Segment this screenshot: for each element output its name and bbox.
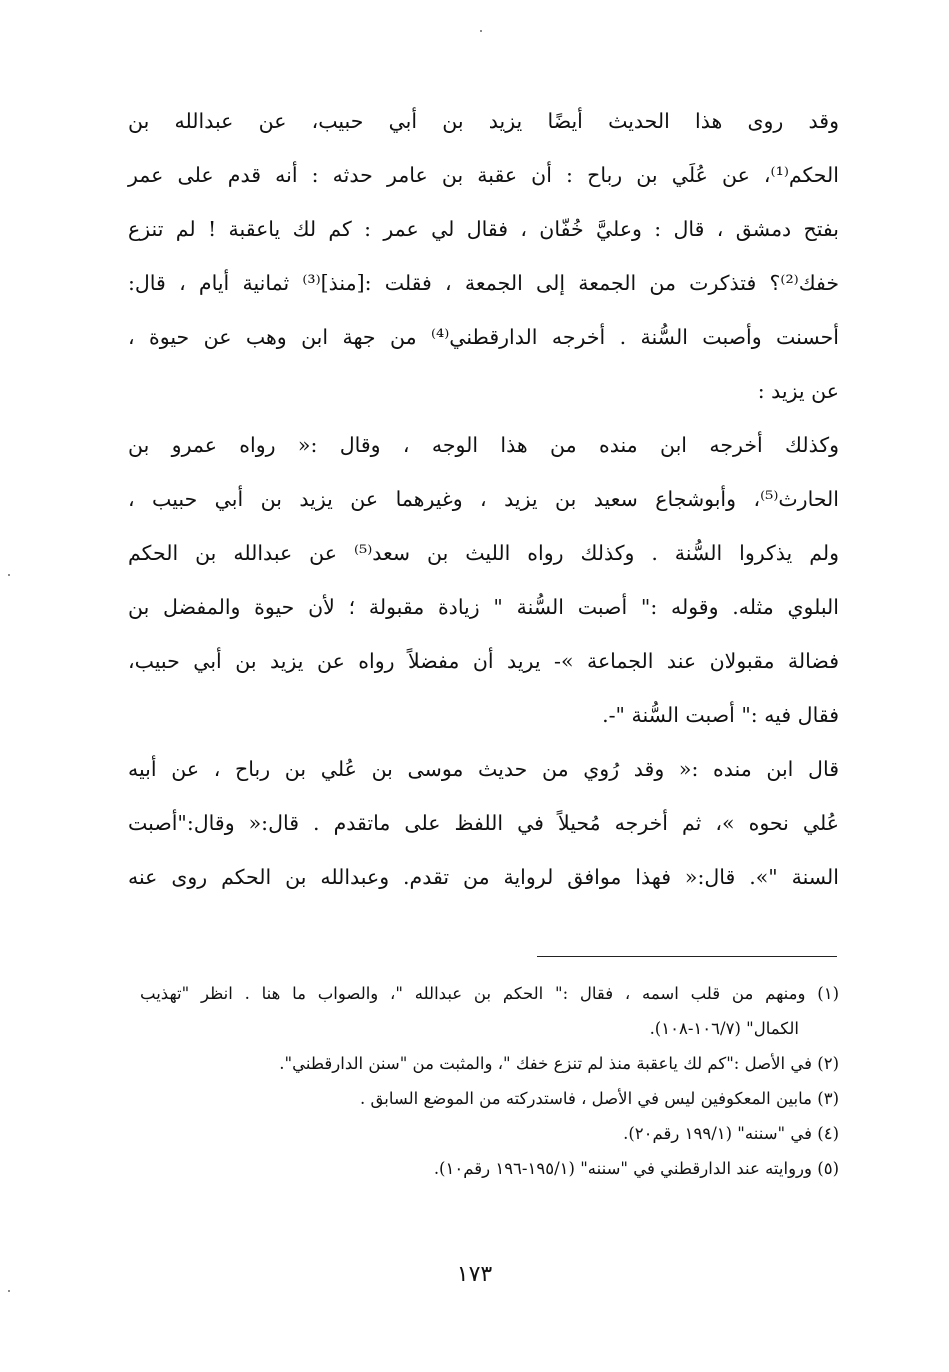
- text-line: البلوي مثله. وقوله :" أصبت السُّنة " زيادة مقبولة ؛ لأن حيوة والمفضل بن: [128, 595, 839, 619]
- page-number: ١٧٣: [456, 1262, 493, 1287]
- text-line: أحسنت وأصبت السُّنة . أخرجه الدارقطني⁽⁴⁾ من جهة ابن وهب عن حيوة ،: [128, 325, 839, 349]
- text-line: فضالة مقبولان عند الجماعة »- يريد أن مفضلاً رواه عن يزيد بن أبي حبيب،: [128, 649, 839, 673]
- paragraph-1: [128, 94, 839, 418]
- text-line: عُلي نحوه »، ثم أخرجه مُحيلاً في اللفظ على ماتقدم . قال:« وقال:"أصبت: [128, 811, 839, 835]
- text-line: قال ابن منده :« وقد رُوي من حديث موسى بن عُلي بن رباح ، عن أبيه: [128, 757, 839, 781]
- text-line: خفك⁽²⁾؟ فتذكرت من الجمعة إلى الجمعة ، فقلت :[منذ]⁽³⁾ ثمانية أيام ، قال:: [128, 271, 840, 295]
- text-line: عن يزيد :: [757, 379, 839, 403]
- footnotes: [140, 976, 839, 1186]
- text-line: وقد روى هذا الحديث أيضًا يزيد بن أبي حبيب، عن عبدالله بن: [128, 109, 839, 133]
- text-line: بفتح دمشق ، قال : وعليَّ خُفّان ، فقال لي عمر : كم لك ياعقبة ! لم تنزع: [128, 217, 839, 241]
- scan-speck: [8, 1290, 10, 1292]
- text-line: ولم يذكروا السُّنة . وكذلك رواه الليث بن سعد⁽⁵⁾ عن عبدالله بن الحكم: [128, 541, 839, 565]
- scan-speck: [480, 30, 482, 32]
- paragraph-2: [128, 418, 839, 742]
- text-line: الحارث⁽⁵⁾، وأبوشجاع سعيد بن يزيد ، وغيرهما عن يزيد بن أبي حبيب ،: [128, 487, 839, 511]
- text-line: فقال فيه :" أصبت السُّنة "-.: [602, 703, 839, 727]
- scan-speck: [8, 574, 10, 576]
- footnote-1: (١) ومنهم من قلب اسمه ، فقال :" الحكم بن عبدالله "، والصواب ما هنا . انظر "تهذيب: [140, 984, 839, 1003]
- text-line: الحكم⁽¹⁾، عن عُلَي بن رباح : أن عقبة بن عامر حدثه : أنه قدم على عمر: [128, 163, 839, 187]
- paragraph-3: [128, 742, 839, 904]
- text-line: وكذلك أخرجه ابن منده من هذا الوجه ، وقال :« رواه عمرو بن: [128, 433, 839, 457]
- footnote-5: (٥) وروايته عند الدارقطني في "سننه" (١٩٥/١-١٩٦ رقم١٠).: [433, 1159, 839, 1178]
- footnote-2: (٢) في الأصل :"كم لك ياعقبة منذ لم تنزع خفك "، والمثبت من "سنن الدارقطني".: [279, 1054, 839, 1073]
- footnote-3: (٣) مابين المعكوفين ليس في الأصل ، فاستدركته من الموضع السابق .: [360, 1089, 839, 1108]
- footnote-divider: [537, 956, 837, 957]
- footnote-4: (٤) في "سننه" (١٩٩/١ رقم٢٠).: [623, 1124, 839, 1143]
- main-text: [128, 94, 839, 904]
- text-line: السنة "». قال:« فهذا موافق لرواية من تقدم. وعبدالله بن الحكم روى عنه: [128, 865, 839, 889]
- footnote-1-continuation: الكمال" (١٠٦/٧-١٠٨).: [649, 1019, 799, 1038]
